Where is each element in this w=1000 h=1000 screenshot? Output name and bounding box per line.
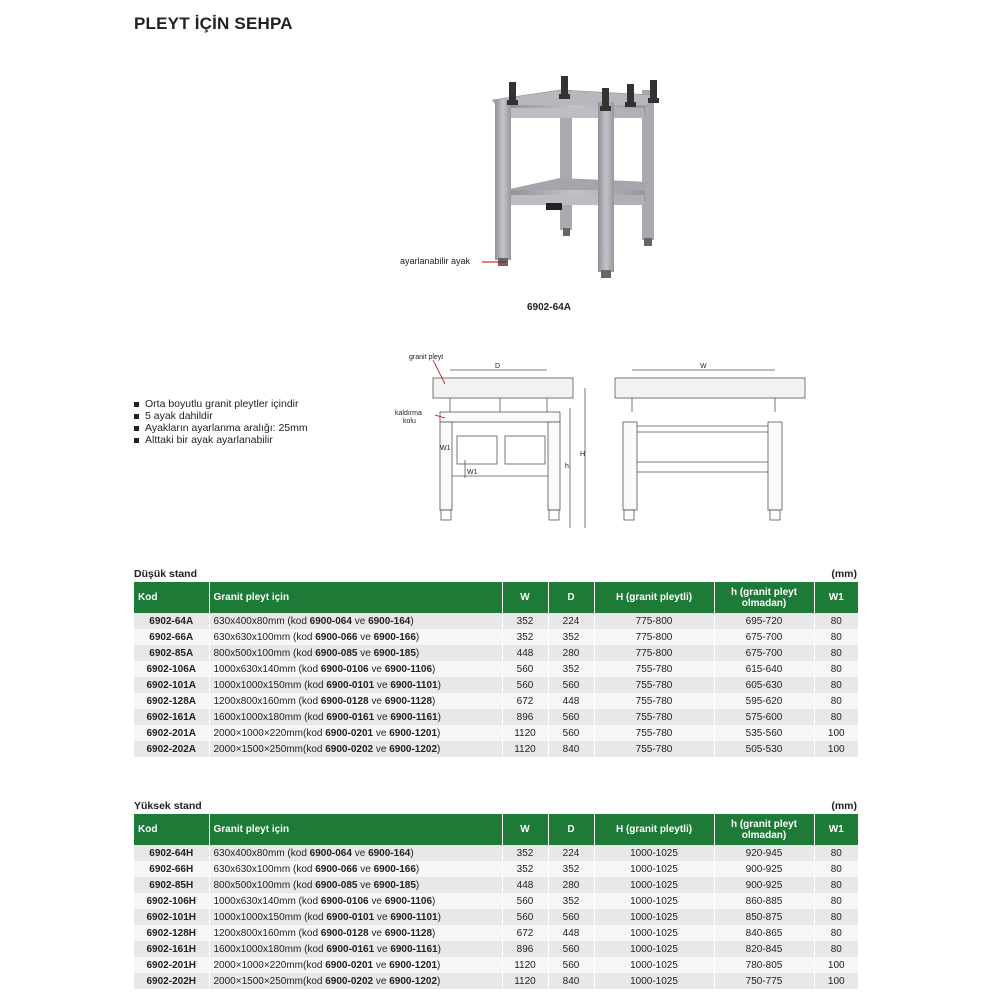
cell-d: 224 bbox=[548, 613, 594, 629]
col-h bbox=[714, 582, 814, 613]
plate-text: 630x400x80mm (kod bbox=[213, 847, 310, 859]
cell-code: 6902-128H bbox=[134, 925, 209, 941]
cell-w: 560 bbox=[502, 893, 548, 909]
plate-text: 1600x1000x180mm (kod bbox=[213, 711, 327, 723]
cell-d: 352 bbox=[548, 893, 594, 909]
plate-text: 1000x1000x150mm (kod bbox=[213, 911, 327, 923]
cell-h: 860-885 bbox=[714, 893, 814, 909]
cell-H: 755-780 bbox=[594, 725, 714, 741]
plate-text: ) bbox=[432, 927, 436, 939]
plate-code: 6900-185 bbox=[373, 647, 416, 659]
plate-code: 6900-1106 bbox=[384, 895, 433, 907]
table-row bbox=[134, 845, 858, 861]
table-row bbox=[134, 629, 858, 645]
cell-w: 560 bbox=[502, 661, 548, 677]
col-h-line1: h (granit pleyt bbox=[730, 586, 798, 598]
col-kod: Kod bbox=[134, 582, 209, 613]
plate-text: ve bbox=[374, 679, 391, 691]
plate-text: ) bbox=[415, 647, 420, 659]
table-row bbox=[134, 613, 858, 629]
cell-H: 1000-1025 bbox=[594, 909, 714, 925]
plate-text: ) bbox=[410, 847, 414, 859]
plate-text: ve bbox=[368, 663, 385, 675]
plate-text: ve bbox=[374, 911, 391, 923]
table-row bbox=[134, 725, 858, 741]
dim-w1-label-2: W1 bbox=[467, 469, 478, 476]
cell-w1: 100 bbox=[814, 973, 858, 989]
plate-code: 6900-066 bbox=[315, 863, 358, 875]
table-header-row bbox=[134, 814, 858, 845]
high-stand-title: Yüksek stand bbox=[134, 800, 202, 812]
cell-h: 605-630 bbox=[714, 677, 814, 693]
cell-granite bbox=[209, 893, 502, 909]
col-w1: W1 bbox=[814, 582, 858, 613]
plate-code: 6900-166 bbox=[373, 863, 416, 875]
low-stand-title: Düşük stand bbox=[134, 568, 198, 580]
plate-code: 6900-085 bbox=[315, 647, 358, 659]
adjustable-foot-callout: ayarlanabilir ayak bbox=[400, 256, 471, 266]
cell-d: 560 bbox=[548, 941, 594, 957]
cell-d: 560 bbox=[548, 709, 594, 725]
plate-text: 800x500x100mm (kod bbox=[213, 879, 316, 891]
low-stand-unit: (mm) bbox=[831, 568, 857, 580]
cell-code: 6902-161H bbox=[134, 941, 209, 957]
cell-w1: 80 bbox=[814, 925, 858, 941]
plate-code: 6900-0202 bbox=[325, 975, 374, 987]
plate-text: ) bbox=[432, 695, 436, 707]
cell-w: 352 bbox=[502, 845, 548, 861]
plate-text: 1200x800x160mm (kod bbox=[213, 927, 321, 939]
plate-code: 6900-1202 bbox=[389, 743, 438, 755]
plate-text: ve bbox=[373, 975, 390, 987]
cell-H: 755-780 bbox=[594, 741, 714, 757]
cell-w: 1120 bbox=[502, 957, 548, 973]
plate-text: ve bbox=[368, 895, 385, 907]
plate-text: ) bbox=[415, 863, 420, 875]
plate-text: ve bbox=[373, 959, 390, 971]
cell-H: 775-800 bbox=[594, 613, 714, 629]
cell-h: 900-925 bbox=[714, 877, 814, 893]
feature-list bbox=[134, 398, 308, 446]
plate-code: 6900-1201 bbox=[389, 727, 438, 739]
cell-w1: 100 bbox=[814, 741, 858, 757]
cell-H: 1000-1025 bbox=[594, 861, 714, 877]
photo-model-code: 6902-64A bbox=[527, 302, 571, 313]
plate-code: 6900-1201 bbox=[389, 959, 438, 971]
cell-code: 6902-202A bbox=[134, 741, 209, 757]
feature-item: Orta boyutlu granit pleytler içindir bbox=[134, 398, 308, 410]
col-h-line2: olmadan) bbox=[741, 597, 787, 609]
cell-code: 6902-128A bbox=[134, 693, 209, 709]
cell-granite bbox=[209, 613, 502, 629]
cell-code: 6902-85H bbox=[134, 877, 209, 893]
cell-H: 1000-1025 bbox=[594, 941, 714, 957]
col-h bbox=[714, 814, 814, 845]
dim-w-label: W bbox=[700, 363, 707, 370]
cell-granite bbox=[209, 741, 502, 757]
plate-text: 1000x630x140mm (kod bbox=[213, 895, 321, 907]
cell-granite bbox=[209, 845, 502, 861]
plate-code: 6900-0128 bbox=[320, 927, 369, 939]
cell-granite bbox=[209, 861, 502, 877]
high-stand-table bbox=[134, 814, 858, 989]
plate-text: ve bbox=[368, 695, 385, 707]
cell-d: 560 bbox=[548, 957, 594, 973]
cell-granite bbox=[209, 941, 502, 957]
cell-w1: 80 bbox=[814, 613, 858, 629]
plate-text: ve bbox=[357, 647, 374, 659]
lift-handle-label-1: kaldırma bbox=[395, 410, 422, 417]
col-d: D bbox=[548, 582, 594, 613]
cell-w: 672 bbox=[502, 693, 548, 709]
cell-d: 352 bbox=[548, 629, 594, 645]
cell-H: 1000-1025 bbox=[594, 845, 714, 861]
table-header-row bbox=[134, 582, 858, 613]
cell-d: 840 bbox=[548, 741, 594, 757]
table-row bbox=[134, 709, 858, 725]
cell-granite bbox=[209, 677, 502, 693]
cell-h: 615-640 bbox=[714, 661, 814, 677]
cell-d: 448 bbox=[548, 925, 594, 941]
plate-code: 6900-0101 bbox=[326, 911, 375, 923]
cell-code: 6902-202H bbox=[134, 973, 209, 989]
plate-text: ) bbox=[432, 663, 436, 675]
table-row bbox=[134, 741, 858, 757]
plate-code: 6900-164 bbox=[368, 847, 411, 859]
cell-w1: 80 bbox=[814, 661, 858, 677]
plate-text: 2000×1000×220mm(kod bbox=[213, 727, 326, 739]
col-H: H (granit pleytli) bbox=[594, 582, 714, 613]
cell-w1: 100 bbox=[814, 957, 858, 973]
cell-h: 840-865 bbox=[714, 925, 814, 941]
plate-text: ) bbox=[410, 615, 414, 627]
col-kod: Kod bbox=[134, 814, 209, 845]
cell-granite bbox=[209, 645, 502, 661]
plate-code: 6900-0106 bbox=[320, 895, 369, 907]
plate-text: 1200x800x160mm (kod bbox=[213, 695, 321, 707]
plate-text: ve bbox=[373, 743, 390, 755]
table-row bbox=[134, 877, 858, 893]
col-h-line1: h (granit pleyt bbox=[730, 818, 798, 830]
feature-item: Alttaki bir ayak ayarlanabilir bbox=[134, 434, 308, 446]
cell-H: 1000-1025 bbox=[594, 925, 714, 941]
col-d: D bbox=[548, 814, 594, 845]
cell-w: 1120 bbox=[502, 725, 548, 741]
cell-d: 448 bbox=[548, 693, 594, 709]
cell-d: 560 bbox=[548, 677, 594, 693]
plate-code: 6900-1128 bbox=[384, 927, 433, 939]
plate-code: 6900-064 bbox=[309, 847, 352, 859]
cell-h: 750-775 bbox=[714, 973, 814, 989]
cell-w1: 80 bbox=[814, 709, 858, 725]
cell-w: 1120 bbox=[502, 741, 548, 757]
plate-text: ) bbox=[432, 895, 436, 907]
cell-w1: 100 bbox=[814, 725, 858, 741]
cell-h: 850-875 bbox=[714, 909, 814, 925]
plate-text: ) bbox=[437, 727, 441, 739]
high-stand-unit: (mm) bbox=[831, 800, 857, 812]
cell-d: 352 bbox=[548, 861, 594, 877]
plate-text: ve bbox=[357, 879, 374, 891]
plate-text: ) bbox=[437, 959, 441, 971]
table-row bbox=[134, 661, 858, 677]
cell-h: 675-700 bbox=[714, 645, 814, 661]
cell-code: 6902-64A bbox=[134, 613, 209, 629]
plate-text: ) bbox=[437, 743, 441, 755]
col-w: W bbox=[502, 814, 548, 845]
plate-code: 6900-1128 bbox=[384, 695, 433, 707]
table-row bbox=[134, 957, 858, 973]
plate-code: 6900-0161 bbox=[326, 711, 375, 723]
page-title: PLEYT İÇİN SEHPA bbox=[134, 14, 293, 33]
table-row bbox=[134, 909, 858, 925]
plate-text: ) bbox=[437, 911, 441, 923]
plate-code: 6900-1161 bbox=[390, 943, 438, 955]
plate-code: 6900-185 bbox=[373, 879, 416, 891]
cell-w: 896 bbox=[502, 941, 548, 957]
plate-code: 6900-0161 bbox=[326, 943, 375, 955]
cell-h: 675-700 bbox=[714, 629, 814, 645]
plate-code: 6900-1101 bbox=[390, 911, 438, 923]
plate-code: 6900-0201 bbox=[325, 959, 374, 971]
plate-text: ) bbox=[437, 679, 441, 691]
plate-text: ve bbox=[357, 863, 374, 875]
cell-w1: 80 bbox=[814, 845, 858, 861]
plate-text: 2000×1500×250mm(kod bbox=[213, 743, 326, 755]
col-granit: Granit pleyt için bbox=[209, 814, 502, 845]
cell-granite bbox=[209, 725, 502, 741]
table-row bbox=[134, 861, 858, 877]
col-H: H (granit pleytli) bbox=[594, 814, 714, 845]
cell-w1: 80 bbox=[814, 893, 858, 909]
table-row bbox=[134, 925, 858, 941]
cell-code: 6902-66H bbox=[134, 861, 209, 877]
cell-w1: 80 bbox=[814, 877, 858, 893]
cell-H: 775-800 bbox=[594, 629, 714, 645]
cell-H: 755-780 bbox=[594, 661, 714, 677]
cell-w1: 80 bbox=[814, 693, 858, 709]
cell-h: 535-560 bbox=[714, 725, 814, 741]
plate-text: 1600x1000x180mm (kod bbox=[213, 943, 327, 955]
plate-code: 6900-166 bbox=[373, 631, 416, 643]
plate-text: ve bbox=[373, 727, 390, 739]
cell-w: 448 bbox=[502, 645, 548, 661]
cell-h: 780-805 bbox=[714, 957, 814, 973]
cell-code: 6902-106A bbox=[134, 661, 209, 677]
granite-plate-label: granit pleyt bbox=[409, 354, 444, 361]
plate-code: 6900-1101 bbox=[390, 679, 438, 691]
cell-w1: 80 bbox=[814, 629, 858, 645]
table-row bbox=[134, 693, 858, 709]
cell-granite bbox=[209, 877, 502, 893]
cell-d: 280 bbox=[548, 877, 594, 893]
table-row bbox=[134, 973, 858, 989]
plate-text: 2000×1000×220mm(kod bbox=[213, 959, 326, 971]
stand-photo bbox=[380, 70, 710, 285]
cell-granite bbox=[209, 661, 502, 677]
cell-w: 352 bbox=[502, 861, 548, 877]
cell-w1: 80 bbox=[814, 861, 858, 877]
dim-h-big-label: H bbox=[580, 451, 586, 458]
cell-granite bbox=[209, 909, 502, 925]
cell-H: 755-780 bbox=[594, 693, 714, 709]
feature-item: 5 ayak dahildir bbox=[134, 410, 308, 422]
cell-granite bbox=[209, 925, 502, 941]
plate-text: ) bbox=[415, 631, 420, 643]
cell-granite bbox=[209, 709, 502, 725]
cell-code: 6902-161A bbox=[134, 709, 209, 725]
cell-H: 775-800 bbox=[594, 645, 714, 661]
cell-d: 280 bbox=[548, 645, 594, 661]
lift-handle-label-2: kolu bbox=[403, 418, 416, 425]
plate-text: ve bbox=[357, 631, 374, 643]
cell-w: 896 bbox=[502, 709, 548, 725]
cell-w1: 80 bbox=[814, 909, 858, 925]
plate-code: 6900-1106 bbox=[384, 663, 433, 675]
plate-code: 6900-1161 bbox=[390, 711, 438, 723]
cell-H: 1000-1025 bbox=[594, 893, 714, 909]
dim-w1-label-1: W1 bbox=[440, 445, 451, 452]
cell-w: 448 bbox=[502, 877, 548, 893]
dim-d-label: D bbox=[495, 363, 501, 370]
col-w1: W1 bbox=[814, 814, 858, 845]
cell-w: 1120 bbox=[502, 973, 548, 989]
table-row bbox=[134, 645, 858, 661]
plate-text: ve bbox=[374, 943, 391, 955]
plate-text: 630x400x80mm (kod bbox=[213, 615, 310, 627]
cell-d: 352 bbox=[548, 661, 594, 677]
cell-w: 352 bbox=[502, 613, 548, 629]
cell-H: 1000-1025 bbox=[594, 973, 714, 989]
cell-h: 595-620 bbox=[714, 693, 814, 709]
cell-d: 224 bbox=[548, 845, 594, 861]
plate-text: 630x630x100mm (kod bbox=[213, 631, 316, 643]
col-granit: Granit pleyt için bbox=[209, 582, 502, 613]
cell-code: 6902-101A bbox=[134, 677, 209, 693]
col-h-line2: olmadan) bbox=[741, 829, 787, 841]
cell-w1: 80 bbox=[814, 941, 858, 957]
plate-text: ) bbox=[437, 943, 441, 955]
cell-d: 840 bbox=[548, 973, 594, 989]
plate-code: 6900-0201 bbox=[325, 727, 374, 739]
plate-code: 6900-066 bbox=[315, 631, 358, 643]
cell-granite bbox=[209, 629, 502, 645]
plate-code: 6900-064 bbox=[309, 615, 352, 627]
cell-code: 6902-101H bbox=[134, 909, 209, 925]
table-row bbox=[134, 893, 858, 909]
cell-code: 6902-66A bbox=[134, 629, 209, 645]
col-w: W bbox=[502, 582, 548, 613]
cell-w: 560 bbox=[502, 909, 548, 925]
plate-text: 630x630x100mm (kod bbox=[213, 863, 316, 875]
plate-text: ) bbox=[437, 711, 441, 723]
plate-code: 6900-1202 bbox=[389, 975, 438, 987]
plate-code: 6900-164 bbox=[368, 615, 411, 627]
cell-h: 900-925 bbox=[714, 861, 814, 877]
plate-code: 6900-0106 bbox=[320, 663, 369, 675]
plate-text: 1000x1000x150mm (kod bbox=[213, 679, 327, 691]
plate-code: 6900-0101 bbox=[326, 679, 375, 691]
cell-w1: 80 bbox=[814, 677, 858, 693]
cell-d: 560 bbox=[548, 725, 594, 741]
plate-code: 6900-0202 bbox=[325, 743, 374, 755]
cell-h: 920-945 bbox=[714, 845, 814, 861]
plate-text: ve bbox=[351, 615, 369, 627]
cell-h: 575-600 bbox=[714, 709, 814, 725]
cell-H: 1000-1025 bbox=[594, 877, 714, 893]
cell-w: 672 bbox=[502, 925, 548, 941]
cell-h: 820-845 bbox=[714, 941, 814, 957]
plate-text: ) bbox=[437, 975, 441, 987]
cell-H: 755-780 bbox=[594, 677, 714, 693]
cell-H: 755-780 bbox=[594, 709, 714, 725]
plate-text: 800x500x100mm (kod bbox=[213, 647, 316, 659]
plate-text: ve bbox=[351, 847, 369, 859]
cell-h: 505-530 bbox=[714, 741, 814, 757]
plate-code: 6900-0128 bbox=[320, 695, 369, 707]
technical-drawing bbox=[395, 350, 815, 540]
cell-h: 695-720 bbox=[714, 613, 814, 629]
cell-code: 6902-201H bbox=[134, 957, 209, 973]
plate-text: 1000x630x140mm (kod bbox=[213, 663, 321, 675]
low-stand-table bbox=[134, 582, 858, 757]
table-row bbox=[134, 677, 858, 693]
cell-code: 6902-64H bbox=[134, 845, 209, 861]
cell-granite bbox=[209, 693, 502, 709]
cell-code: 6902-85A bbox=[134, 645, 209, 661]
plate-text: ve bbox=[374, 711, 391, 723]
cell-w1: 80 bbox=[814, 645, 858, 661]
cell-d: 560 bbox=[548, 909, 594, 925]
table-row bbox=[134, 941, 858, 957]
cell-code: 6902-106H bbox=[134, 893, 209, 909]
cell-granite bbox=[209, 957, 502, 973]
cell-w: 560 bbox=[502, 677, 548, 693]
plate-text: ) bbox=[415, 879, 420, 891]
cell-H: 1000-1025 bbox=[594, 957, 714, 973]
cell-code: 6902-201A bbox=[134, 725, 209, 741]
feature-item: Ayakların ayarlanma aralığı: 25mm bbox=[134, 422, 308, 434]
plate-text: 2000×1500×250mm(kod bbox=[213, 975, 326, 987]
dim-h-small-label: h bbox=[565, 463, 569, 470]
plate-text: ve bbox=[368, 927, 385, 939]
cell-granite bbox=[209, 973, 502, 989]
plate-code: 6900-085 bbox=[315, 879, 358, 891]
cell-w: 352 bbox=[502, 629, 548, 645]
